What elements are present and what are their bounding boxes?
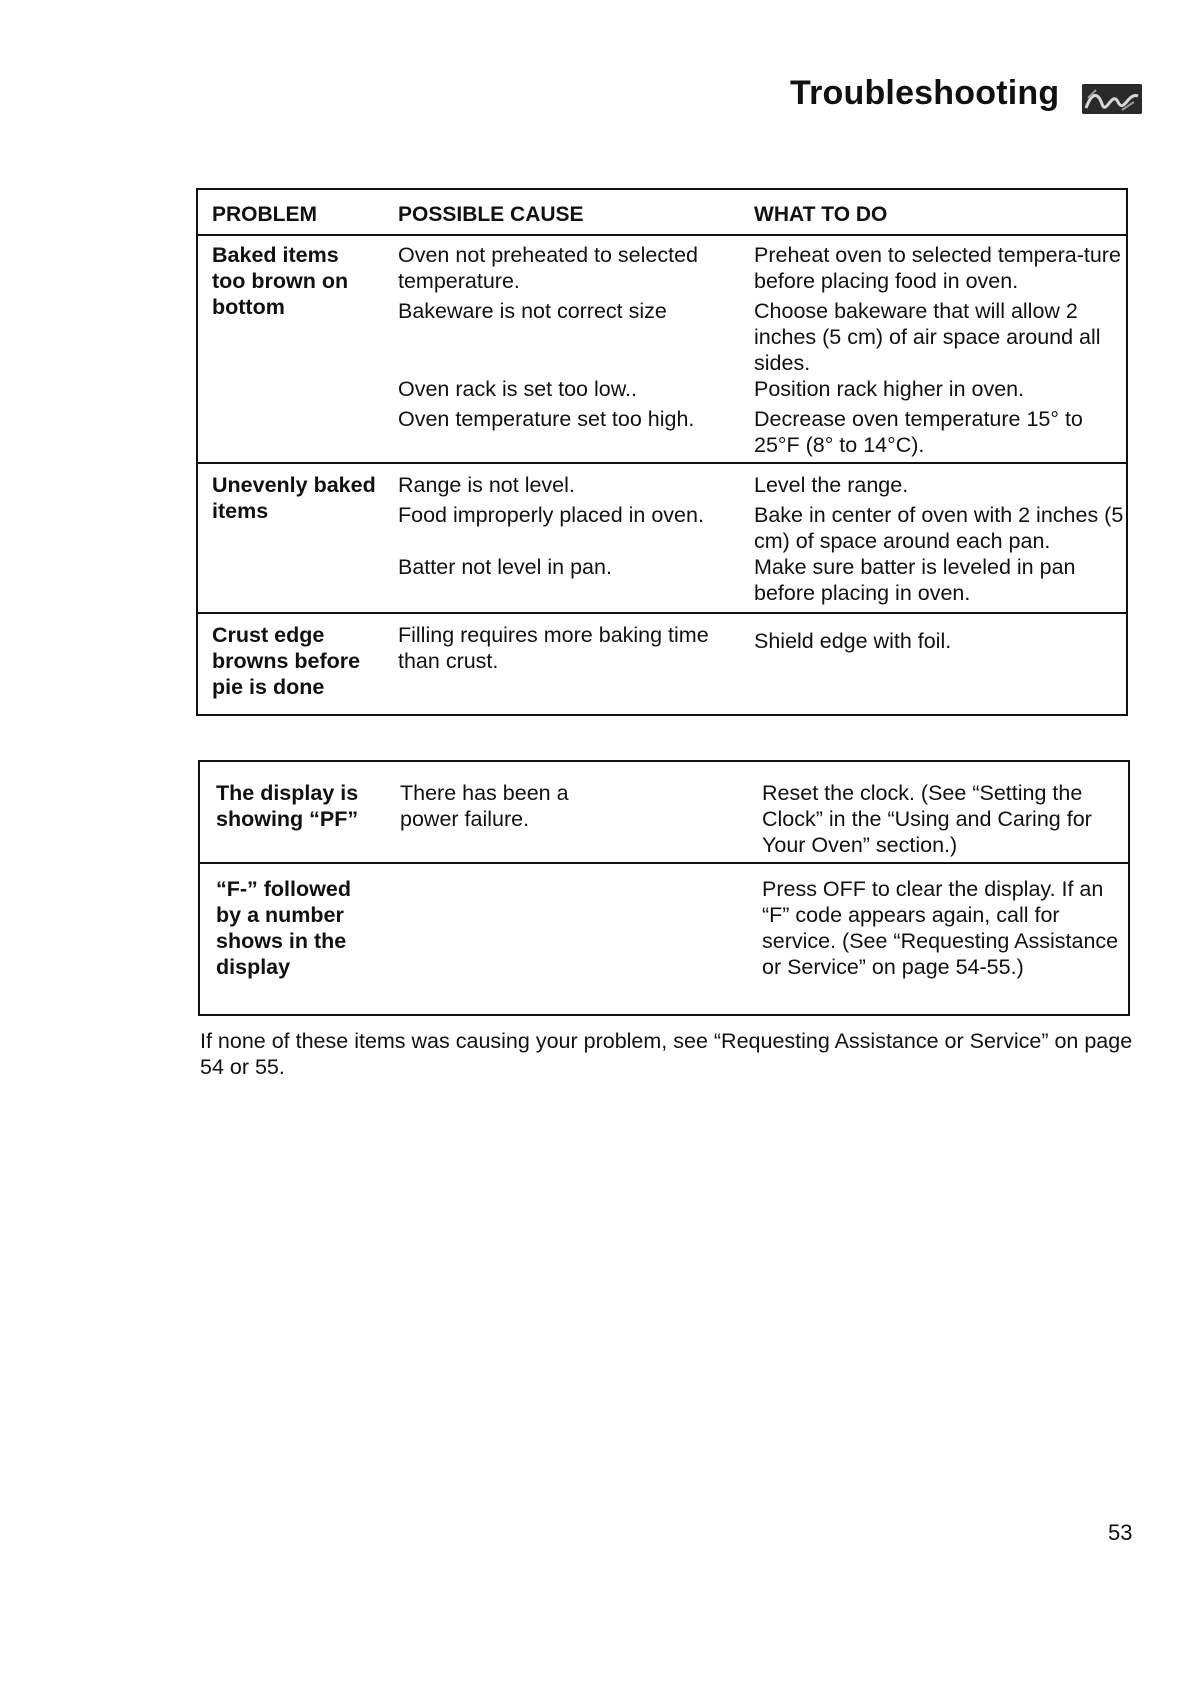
header-problem: PROBLEM: [212, 203, 317, 226]
action-text: Position rack higher in oven.: [754, 377, 1025, 401]
header-action: WHAT TO DO: [754, 203, 888, 226]
page-header: [760, 70, 1160, 130]
action-text: Make sure batter is leveled in pan before placing in oven.: [754, 555, 1076, 605]
cause-text: Oven not preheated to selected temperature.: [398, 243, 699, 293]
cause-text: Bakeware is not correct size: [398, 299, 667, 323]
action-text: Level the range.: [754, 473, 909, 497]
cause-text: There has been a power failure.: [400, 781, 569, 831]
cause-text: Filling requires more baking time than crust.: [398, 623, 709, 673]
action-text: Shield edge with foil.: [754, 629, 952, 653]
troubleshooting-table-2: [198, 760, 1130, 1016]
action-text: Preheat oven to selected tempera-ture before placing food in oven.: [754, 243, 1121, 293]
problem-text: Baked items too brown on bottom: [212, 243, 349, 319]
brand-logo-icon: [1082, 84, 1142, 114]
problem-text: Crust edge browns before pie is done: [212, 623, 361, 699]
action-text: Decrease oven temperature 15° to 25°F (8° to 14°C).: [754, 407, 1083, 457]
action-text: Press OFF to clear the display. If an “F” code appears again, call for service. (See “Requesting Assistance or Service” on page 54-55.): [762, 877, 1119, 979]
cause-text: Range is not level.: [398, 473, 575, 497]
table-row: [200, 762, 1128, 862]
problem-text: The display is showing “PF”: [216, 781, 359, 831]
cause-text: Oven temperature set too high.: [398, 407, 695, 431]
page-number: 53: [1108, 1520, 1133, 1545]
troubleshooting-table-1: [196, 188, 1128, 716]
table-row: [198, 462, 1126, 614]
action-text: Reset the clock. (See “Setting the Clock” in the “Using and Caring for Your Oven” section.): [762, 781, 1092, 857]
table-row: [200, 862, 1128, 1016]
footnote: If none of these items was causing your problem, see “Requesting Assistance or Service” on page 54 or 55.: [200, 1029, 1133, 1079]
table-row: [198, 234, 1126, 464]
page-title: Troubleshooting: [790, 74, 1060, 112]
action-text: Bake in center of oven with 2 inches (5 cm) of space around each pan.: [754, 503, 1124, 553]
cause-text: Food improperly placed in oven.: [398, 503, 704, 527]
cause-text: Batter not level in pan.: [398, 555, 612, 579]
header-cause: POSSIBLE CAUSE: [398, 203, 584, 226]
problem-text: “F-” followed by a number shows in the display: [216, 877, 351, 979]
cause-text: Oven rack is set too low..: [398, 377, 637, 401]
problem-text: Unevenly baked items: [212, 473, 376, 523]
table-header-row: [198, 190, 1126, 234]
table-row: [198, 612, 1126, 716]
action-text: Choose bakeware that will allow 2 inches (5 cm) of air space around all sides.: [754, 299, 1101, 375]
